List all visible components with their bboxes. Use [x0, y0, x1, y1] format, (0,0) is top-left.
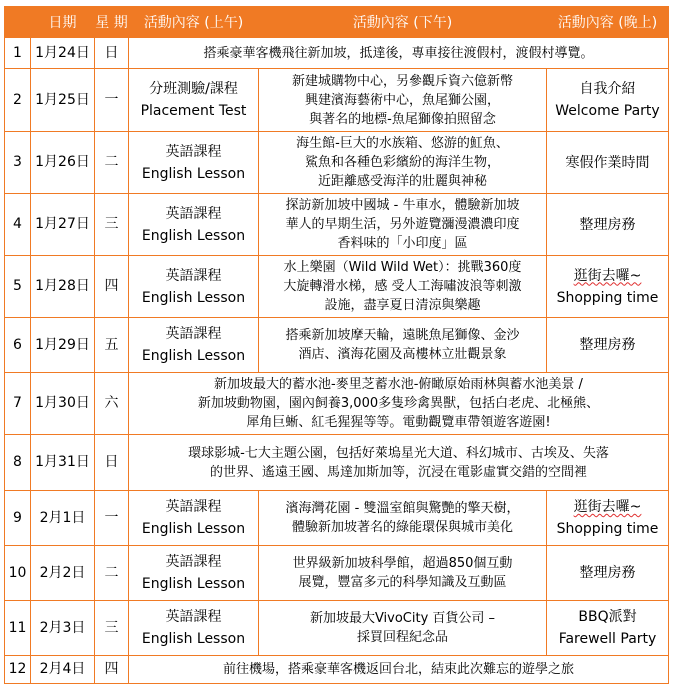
table-row [5, 546, 669, 601]
afternoon-activity [259, 601, 547, 656]
row-weekday: 日 [95, 38, 129, 69]
afternoon-line: 近距離感受海洋的壯麗與神秘 [317, 174, 487, 189]
full-day-activity [129, 373, 669, 435]
table-row [5, 435, 669, 491]
row-weekday: 五 [95, 318, 129, 373]
row-number: 7 [5, 373, 31, 435]
morning-line: English Lesson [141, 289, 246, 306]
morning-line: 英語課程 [165, 609, 222, 625]
evening-line: 逛街去囉~ [573, 499, 642, 515]
evening-activity [547, 491, 669, 546]
morning-activity [129, 194, 259, 256]
row-weekday: 二 [95, 132, 129, 194]
table-row [5, 318, 669, 373]
afternoon-line: 水上樂園（Wild Wild Wet）：挑戰360度 [283, 260, 522, 275]
afternoon-activity [259, 132, 547, 194]
morning-line: English Lesson [141, 631, 246, 647]
afternoon-line: 酒店、濱海花園及高樓林立壯觀景象 [298, 347, 507, 362]
row-number: 5 [5, 256, 31, 318]
afternoon-line: 設施，盡享夏日清涼與樂趣 [324, 298, 481, 313]
morning-line: English Lesson [141, 227, 246, 244]
header-weekday: 星 期 [95, 7, 129, 38]
row-number: 9 [5, 491, 31, 546]
evening-line: BBQ派對 [578, 609, 637, 625]
evening-line: Welcome Party [555, 103, 660, 119]
table-row [5, 491, 669, 546]
header-evening: 活動內容 (晚上) [547, 7, 669, 38]
evening-activity [547, 69, 669, 132]
morning-activity [129, 256, 259, 318]
evening-line: 寒假作業時間 [565, 154, 650, 171]
table-row [5, 132, 669, 194]
row-weekday: 四 [95, 656, 129, 684]
morning-line: 英語課程 [165, 143, 222, 160]
morning-line: 英語課程 [165, 267, 222, 284]
row-date: 2月2日 [31, 546, 95, 601]
activity-line: 新加坡動物園，園內飼養3,000多隻珍禽異獸，包括白老虎、北極熊、 [197, 396, 600, 411]
evening-activity [547, 601, 669, 656]
afternoon-activity [259, 256, 547, 318]
afternoon-line: 採買回程紀念品 [356, 630, 448, 645]
header-index [5, 7, 31, 38]
header-row [5, 7, 669, 38]
morning-line: English Lesson [141, 576, 246, 592]
header-date: 日期 [31, 7, 95, 38]
row-number: 3 [5, 132, 31, 194]
evening-activity [547, 132, 669, 194]
row-weekday: 日 [95, 435, 129, 491]
row-date: 2月3日 [31, 601, 95, 656]
row-date: 1月24日 [31, 38, 95, 69]
morning-activity [129, 318, 259, 373]
table-row [5, 601, 669, 656]
activity-line: 前往機場，搭乘豪華客機返回台北，結束此次難忘的遊學之旅 [222, 662, 574, 677]
row-number: 10 [5, 546, 31, 601]
activity-line: 新加坡最大的蓄水池-麥里芝蓄水池-俯瞰原始雨林與蓄水池美景 / [214, 377, 583, 392]
table-row [5, 256, 669, 318]
afternoon-line: 體驗新加坡著名的綠能環保與城市美化 [291, 520, 513, 535]
table-row [5, 69, 669, 132]
evening-activity [547, 194, 669, 256]
afternoon-activity [259, 491, 547, 546]
afternoon-line: 探訪新加坡中國城 - 牛車水，體驗新加坡 [285, 198, 520, 213]
afternoon-activity [259, 194, 547, 256]
row-date: 1月30日 [31, 373, 95, 435]
table-row [5, 194, 669, 256]
evening-activity [547, 256, 669, 318]
morning-line: 英語課程 [165, 499, 222, 515]
itinerary-table-wrapper [4, 6, 668, 684]
morning-line: 英語課程 [165, 205, 222, 222]
table-row [5, 38, 669, 69]
evening-line: Shopping time [556, 289, 659, 306]
morning-activity [129, 69, 259, 132]
afternoon-line: 海生館-巨大的水族箱、悠游的魟魚、 [296, 136, 509, 151]
evening-line: 整理房務 [579, 337, 636, 353]
row-date: 2月1日 [31, 491, 95, 546]
activity-line: 環球影城-七大主題公園，包括好萊塢星光大道、科幻城市、古埃及、失落 [188, 445, 609, 461]
afternoon-line: 新加坡最大VivoCity 百貨公司 – [309, 611, 496, 626]
morning-line: 英語課程 [165, 326, 222, 342]
evening-activity [547, 318, 669, 373]
morning-activity [129, 132, 259, 194]
row-date: 2月4日 [31, 656, 95, 684]
table-row [5, 656, 669, 684]
evening-line: 整理房務 [579, 565, 636, 581]
afternoon-activity [259, 318, 547, 373]
activity-line: 的世界、遙遠王國、馬達加斯加等，沉浸在電影虛實交錯的空間裡 [209, 464, 587, 480]
activity-line: 搭乘豪華客機飛往新加坡，抵達後，專車接往渡假村，渡假村導覽。 [203, 45, 594, 61]
afternoon-line: 華人的早期生活，另外遊覽瀰漫濃濃印度 [285, 217, 520, 232]
morning-activity [129, 601, 259, 656]
full-day-activity [129, 656, 669, 684]
row-weekday: 六 [95, 373, 129, 435]
afternoon-line: 世界級新加坡科學館，超過850個互動 [292, 556, 513, 571]
header-afternoon: 活動內容 (下午) [259, 7, 547, 38]
row-number: 2 [5, 69, 31, 132]
evening-line: 逛街去囉~ [573, 267, 642, 284]
morning-line: English Lesson [141, 165, 246, 182]
afternoon-activity [259, 69, 547, 132]
row-weekday: 四 [95, 256, 129, 318]
row-number: 11 [5, 601, 31, 656]
full-day-activity [129, 38, 669, 69]
afternoon-line: 鯊魚和各種色彩繽紛的海洋生物， [304, 155, 500, 170]
afternoon-line: 新建城購物中心，另參觀斥資六億新幣 [291, 73, 513, 89]
itinerary-table [4, 6, 669, 684]
table-row [5, 373, 669, 435]
morning-line: Placement Test [140, 103, 247, 119]
morning-line: English Lesson [141, 521, 246, 537]
row-weekday: 一 [95, 69, 129, 132]
afternoon-line: 興建濱海藝術中心，魚尾獅公園， [304, 92, 500, 108]
row-weekday: 一 [95, 491, 129, 546]
evening-line: Farewell Party [558, 631, 657, 647]
evening-line: Shopping time [556, 521, 659, 537]
row-date: 1月25日 [31, 69, 95, 132]
evening-line: 整理房務 [579, 216, 636, 233]
afternoon-activity [259, 546, 547, 601]
evening-activity [547, 546, 669, 601]
row-date: 1月26日 [31, 132, 95, 194]
afternoon-line: 大旋轉滑水梯，感 受人工海嘯波浪等刺激 [283, 279, 522, 294]
header-morning: 活動內容 (上午) [129, 7, 259, 38]
morning-line: 英語課程 [165, 554, 222, 570]
afternoon-line: 搭乘新加坡摩天輪，遠眺魚尾獅像、金沙 [285, 328, 520, 343]
afternoon-line: 香料味的「小印度」區 [337, 236, 468, 251]
afternoon-line: 與著名的地標-魚尾獅像拍照留念 [309, 111, 496, 127]
row-date: 1月28日 [31, 256, 95, 318]
morning-activity [129, 546, 259, 601]
row-date: 1月31日 [31, 435, 95, 491]
row-number: 6 [5, 318, 31, 373]
row-weekday: 三 [95, 194, 129, 256]
morning-activity [129, 491, 259, 546]
full-day-activity [129, 435, 669, 491]
row-number: 4 [5, 194, 31, 256]
row-weekday: 三 [95, 601, 129, 656]
evening-line: 自我介紹 [579, 81, 636, 97]
row-number: 8 [5, 435, 31, 491]
row-date: 1月27日 [31, 194, 95, 256]
row-number: 12 [5, 656, 31, 684]
afternoon-line: 濱海灣花園 - 雙溫室館與驚艷的擎天樹， [285, 501, 520, 516]
afternoon-line: 展覽，豐富多元的科學知識及互動區 [298, 575, 507, 590]
activity-line: 犀角巨蜥、紅毛猩猩等等。電動觀覽車帶領遊客遊園! [246, 415, 551, 430]
row-number: 1 [5, 38, 31, 69]
row-date: 1月29日 [31, 318, 95, 373]
morning-line: 分班測驗/課程 [149, 81, 238, 97]
morning-line: English Lesson [141, 348, 246, 364]
row-weekday: 二 [95, 546, 129, 601]
